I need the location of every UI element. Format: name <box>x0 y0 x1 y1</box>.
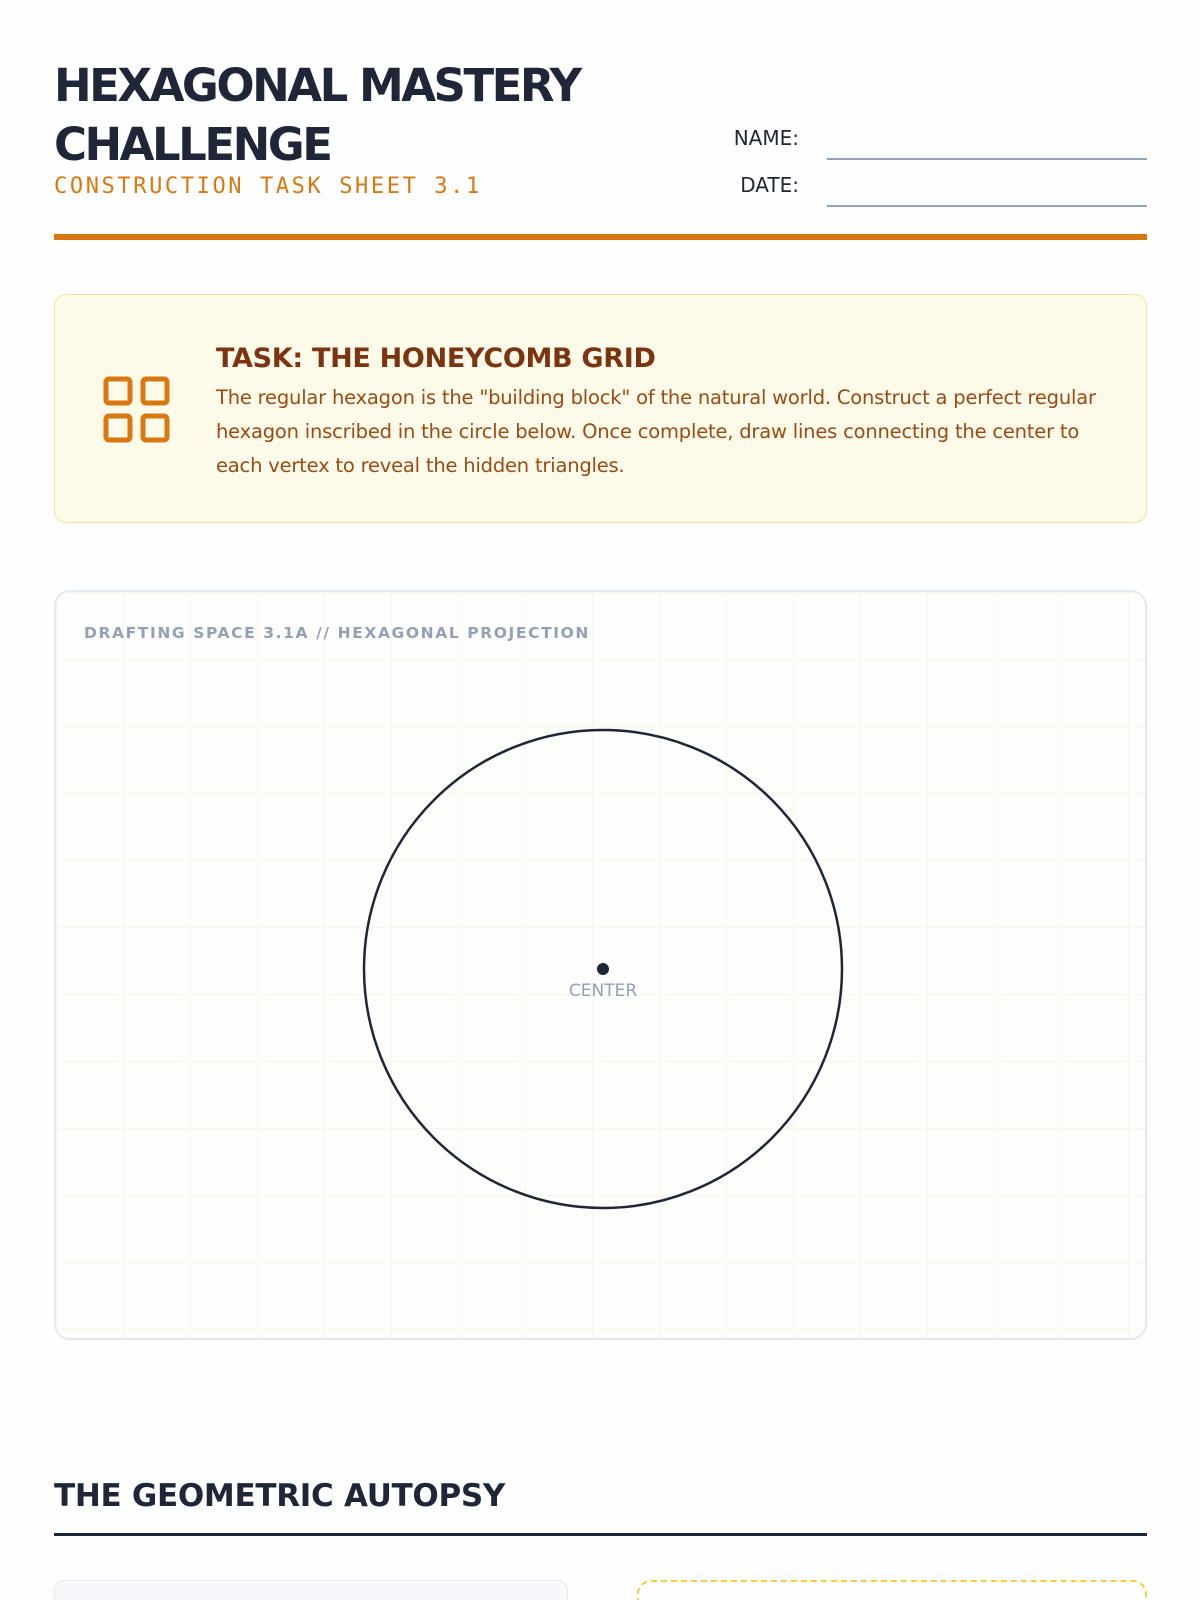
section-title: THE GEOMETRIC AUTOPSY <box>54 1478 506 1514</box>
name-field-row <box>707 126 1147 173</box>
construction-figure <box>56 592 1147 1340</box>
title-line-1: HEXAGONAL MASTERY <box>54 59 580 112</box>
name-field[interactable] <box>827 158 1147 160</box>
task-instructions: The regular hexagon is the "building block" of the natural world. Construct a perfect regular hexagon inscribed in the circle below. Once complete, draw lines connecting the center to each vertex to reveal the hidden triangles. <box>216 386 1096 477</box>
analysis-panel <box>54 1580 568 1600</box>
center-label: CENTER <box>568 981 638 1001</box>
date-label: DATE: <box>740 173 799 197</box>
section-rule <box>54 1533 1147 1536</box>
center-point <box>597 963 609 975</box>
header <box>54 56 1147 242</box>
task-card <box>54 294 1147 523</box>
grid-icon <box>102 375 172 445</box>
answer-box[interactable] <box>637 1580 1147 1600</box>
header-rule <box>54 234 1147 240</box>
drafting-space[interactable] <box>54 590 1147 1340</box>
task-title: TASK: THE HONEYCOMB GRID <box>216 343 656 374</box>
date-field[interactable] <box>827 205 1147 207</box>
page-subtitle: CONSTRUCTION TASK SHEET 3.1 <box>54 174 482 199</box>
name-label: NAME: <box>733 126 799 150</box>
page-title <box>54 56 694 174</box>
title-line-2: CHALLENGE <box>54 118 331 171</box>
date-field-row <box>707 173 1147 220</box>
student-fields <box>707 126 1147 220</box>
drafting-space-label: DRAFTING SPACE 3.1A // HEXAGONAL PROJECTION <box>84 624 590 642</box>
